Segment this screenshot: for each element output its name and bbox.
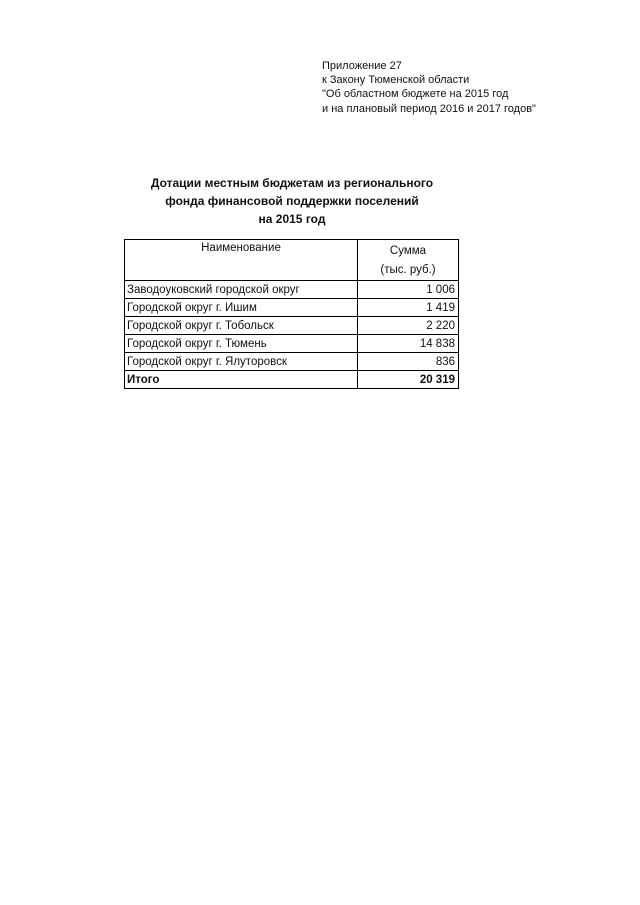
column-header-sum <box>358 240 459 281</box>
row-value: 1 419 <box>358 299 459 317</box>
title-line: на 2015 год <box>258 212 326 226</box>
document-title <box>126 174 458 228</box>
column-header-name: Наименование <box>125 240 358 281</box>
row-value: 2 220 <box>358 317 459 335</box>
total-value: 20 319 <box>358 371 459 389</box>
table-header-row <box>125 240 459 281</box>
row-name: Заводоуковский городской округ <box>125 281 358 299</box>
subsidies-table <box>124 239 459 389</box>
appendix-line: "Об областном бюджете на 2015 год <box>322 88 509 101</box>
row-name: Городской округ г. Тюмень <box>125 335 358 353</box>
row-name: Городской округ г. Ишим <box>125 299 358 317</box>
table-row <box>125 335 459 353</box>
sum-header-unit: (тыс. руб.) <box>380 264 436 276</box>
total-row <box>125 371 459 389</box>
total-label: Итого <box>125 371 358 389</box>
row-name: Городской округ г. Тобольск <box>125 317 358 335</box>
appendix-line: и на плановый период 2016 и 2017 годов" <box>322 102 536 115</box>
row-name: Городской округ г. Ялуторовск <box>125 353 358 371</box>
row-value: 14 838 <box>358 335 459 353</box>
sum-header-line: Сумма <box>389 245 427 257</box>
title-line: Дотации местным бюджетам из регионального <box>150 176 434 190</box>
row-value: 1 006 <box>358 281 459 299</box>
table-row <box>125 281 459 299</box>
table-row <box>125 317 459 335</box>
row-value: 836 <box>358 353 459 371</box>
table-row <box>125 299 459 317</box>
table-row <box>125 353 459 371</box>
appendix-note <box>322 59 536 116</box>
appendix-line: Приложение 27 <box>322 60 402 72</box>
appendix-line: к Закону Тюменской области <box>322 74 470 87</box>
title-line: фонда финансовой поддержки поселений <box>165 194 419 208</box>
